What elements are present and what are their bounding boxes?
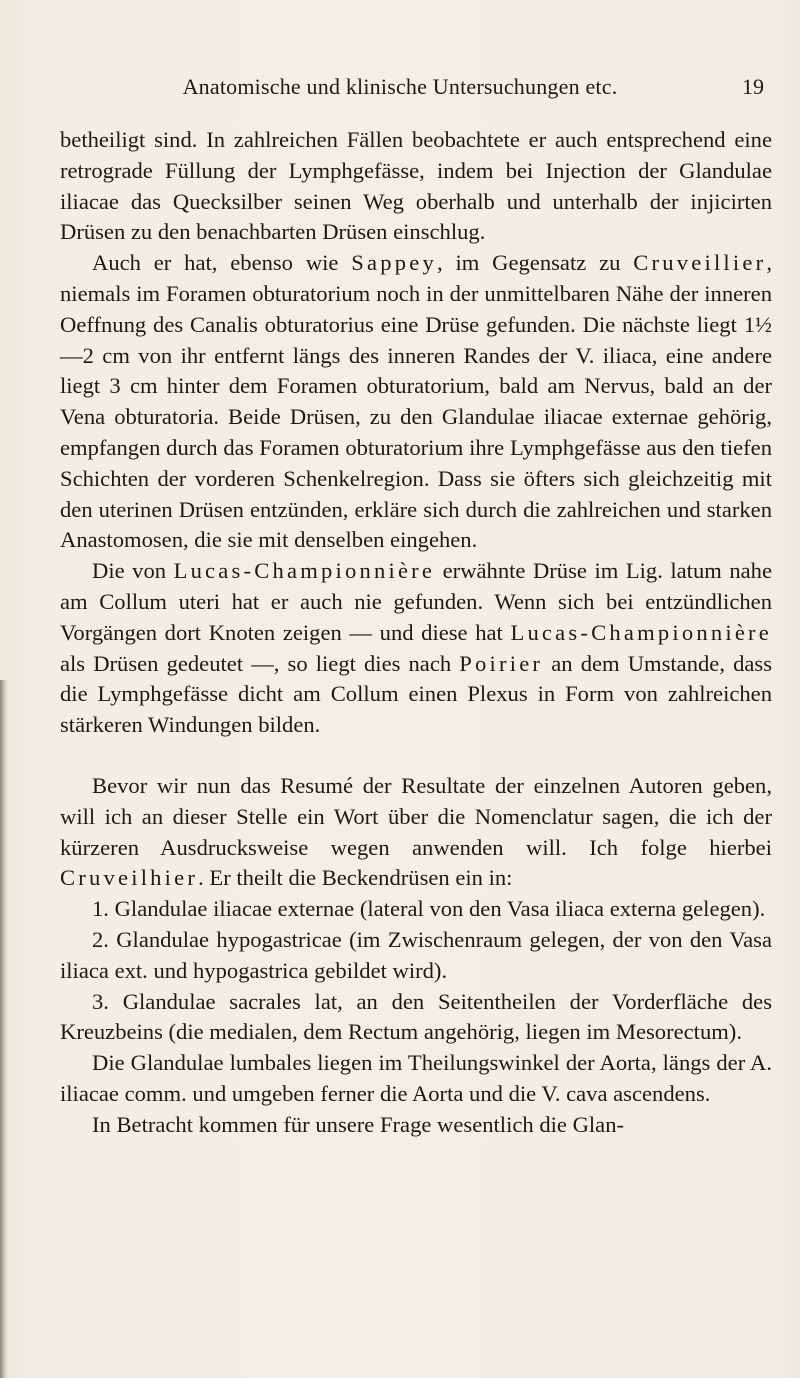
author-name: Lucas-Championnière (173, 558, 436, 584)
paragraph (60, 1110, 772, 1141)
author-name: Cruveillier (633, 250, 767, 276)
body-text (60, 125, 772, 1141)
author-name: Lucas-Championnière (510, 619, 772, 645)
text-segment: 3. Glandulae sacrales lat, an den Seitentheilen der Vorderfläche des Kreuzbeins (die medialen, dem Rectum angehörig, liegen im Mesorectum). (60, 988, 772, 1045)
author-name: Sappey (351, 250, 437, 276)
text-segment: , niemals im Foramen obturatorium noch in der unmittelbaren Nähe der inneren Oeffnung des Canalis obturatorius eine Drüse gefunden. Die nächste liegt 1½—2 cm von ihr entfernt längs des inneren Randes der V. iliaca, eine andere liegt 3 cm hinter dem Foramen obturatorium, bald am Nervus, bald an der Vena obturatoria. Beide Drüsen, zu den Glandulae iliacae externae gehörig, empfangen durch das Foramen obturatorium ihre Lymphgefässe aus den tiefen Schichten der vorderen Schenkelregion. Dass sie öfters sich gleichzeitig mit den uterinen Drüsen entzünden, erkläre sich durch die zahlreichen und starken Anastomosen, die sie mit denselben eingehen. (60, 250, 772, 553)
page-number: 19 (742, 74, 764, 99)
paragraph (60, 771, 772, 894)
text-segment: , im Gegensatz zu (437, 250, 634, 276)
text-segment: . Er theilt die Beckendrüsen ein in: (198, 865, 513, 891)
text-segment: erwähnte Drüse im Lig. latum nahe am Collum uteri hat er auch nie gefunden. Wenn sich bei entzündlichen Vorgängen dort Knoten zeigen — und diese hat (60, 558, 772, 645)
text-segment: 2. Glandulae hypogastricae (im Zwischenraum gelegen, der von den Vasa iliaca ext. und hypogastrica gebildet wird). (60, 926, 772, 983)
text-segment: Bevor wir nun das Resumé der Resultate der einzelnen Autoren geben, will ich an dieser Stelle ein Wort über die Nomenclatur sagen, die ich der kürzeren Ausdrucksweise wegen anwenden will. Ich folge hierbei (60, 772, 772, 860)
text-segment: 1. Glandulae iliacae externae (lateral von den Vasa iliaca externa gelegen). (92, 896, 766, 922)
paragraph (60, 556, 772, 741)
text-segment: Die von (92, 558, 174, 584)
list-item (60, 894, 772, 925)
text-segment: betheiligt sind. In zahlreichen Fällen beobachtete er auch entsprechend eine retrograde Füllung der Lymphgefässe, indem bei Injection der Glandulae iliacae das Quecksilber seinen Weg oberhalb und unterhalb der injicirten Drüsen zu den benachbarten Drüsen einschlug. (60, 127, 772, 245)
paragraph (60, 125, 772, 248)
author-name: Cruveilhier (60, 865, 199, 891)
page-edge-shadow (0, 680, 8, 1378)
text-segment: als Drüsen gedeutet —, so liegt dies nach (60, 650, 460, 676)
page-header (60, 74, 772, 108)
running-title: Anatomische und klinische Untersuchungen etc. (182, 74, 618, 99)
text-segment: Auch er hat, ebenso wie (92, 250, 352, 276)
author-name: Poirier (459, 650, 544, 676)
text-segment: In Betracht kommen für unsere Frage wesentlich die Glan- (92, 1111, 625, 1137)
text-segment: an dem Umstande, dass die Lymphgefässe dicht am Collum einen Plexus in Form von zahlreichen stärkeren Windungen bilden. (60, 650, 772, 738)
list-item (60, 925, 772, 987)
list-item (60, 987, 772, 1049)
paragraph (60, 248, 772, 556)
text-segment: Die Glandulae lumbales liegen im Theilungswinkel der Aorta, längs der A. iliacae comm. und umgeben ferner die Aorta und die V. cava ascendens. (60, 1050, 772, 1106)
paragraph (60, 1048, 772, 1110)
